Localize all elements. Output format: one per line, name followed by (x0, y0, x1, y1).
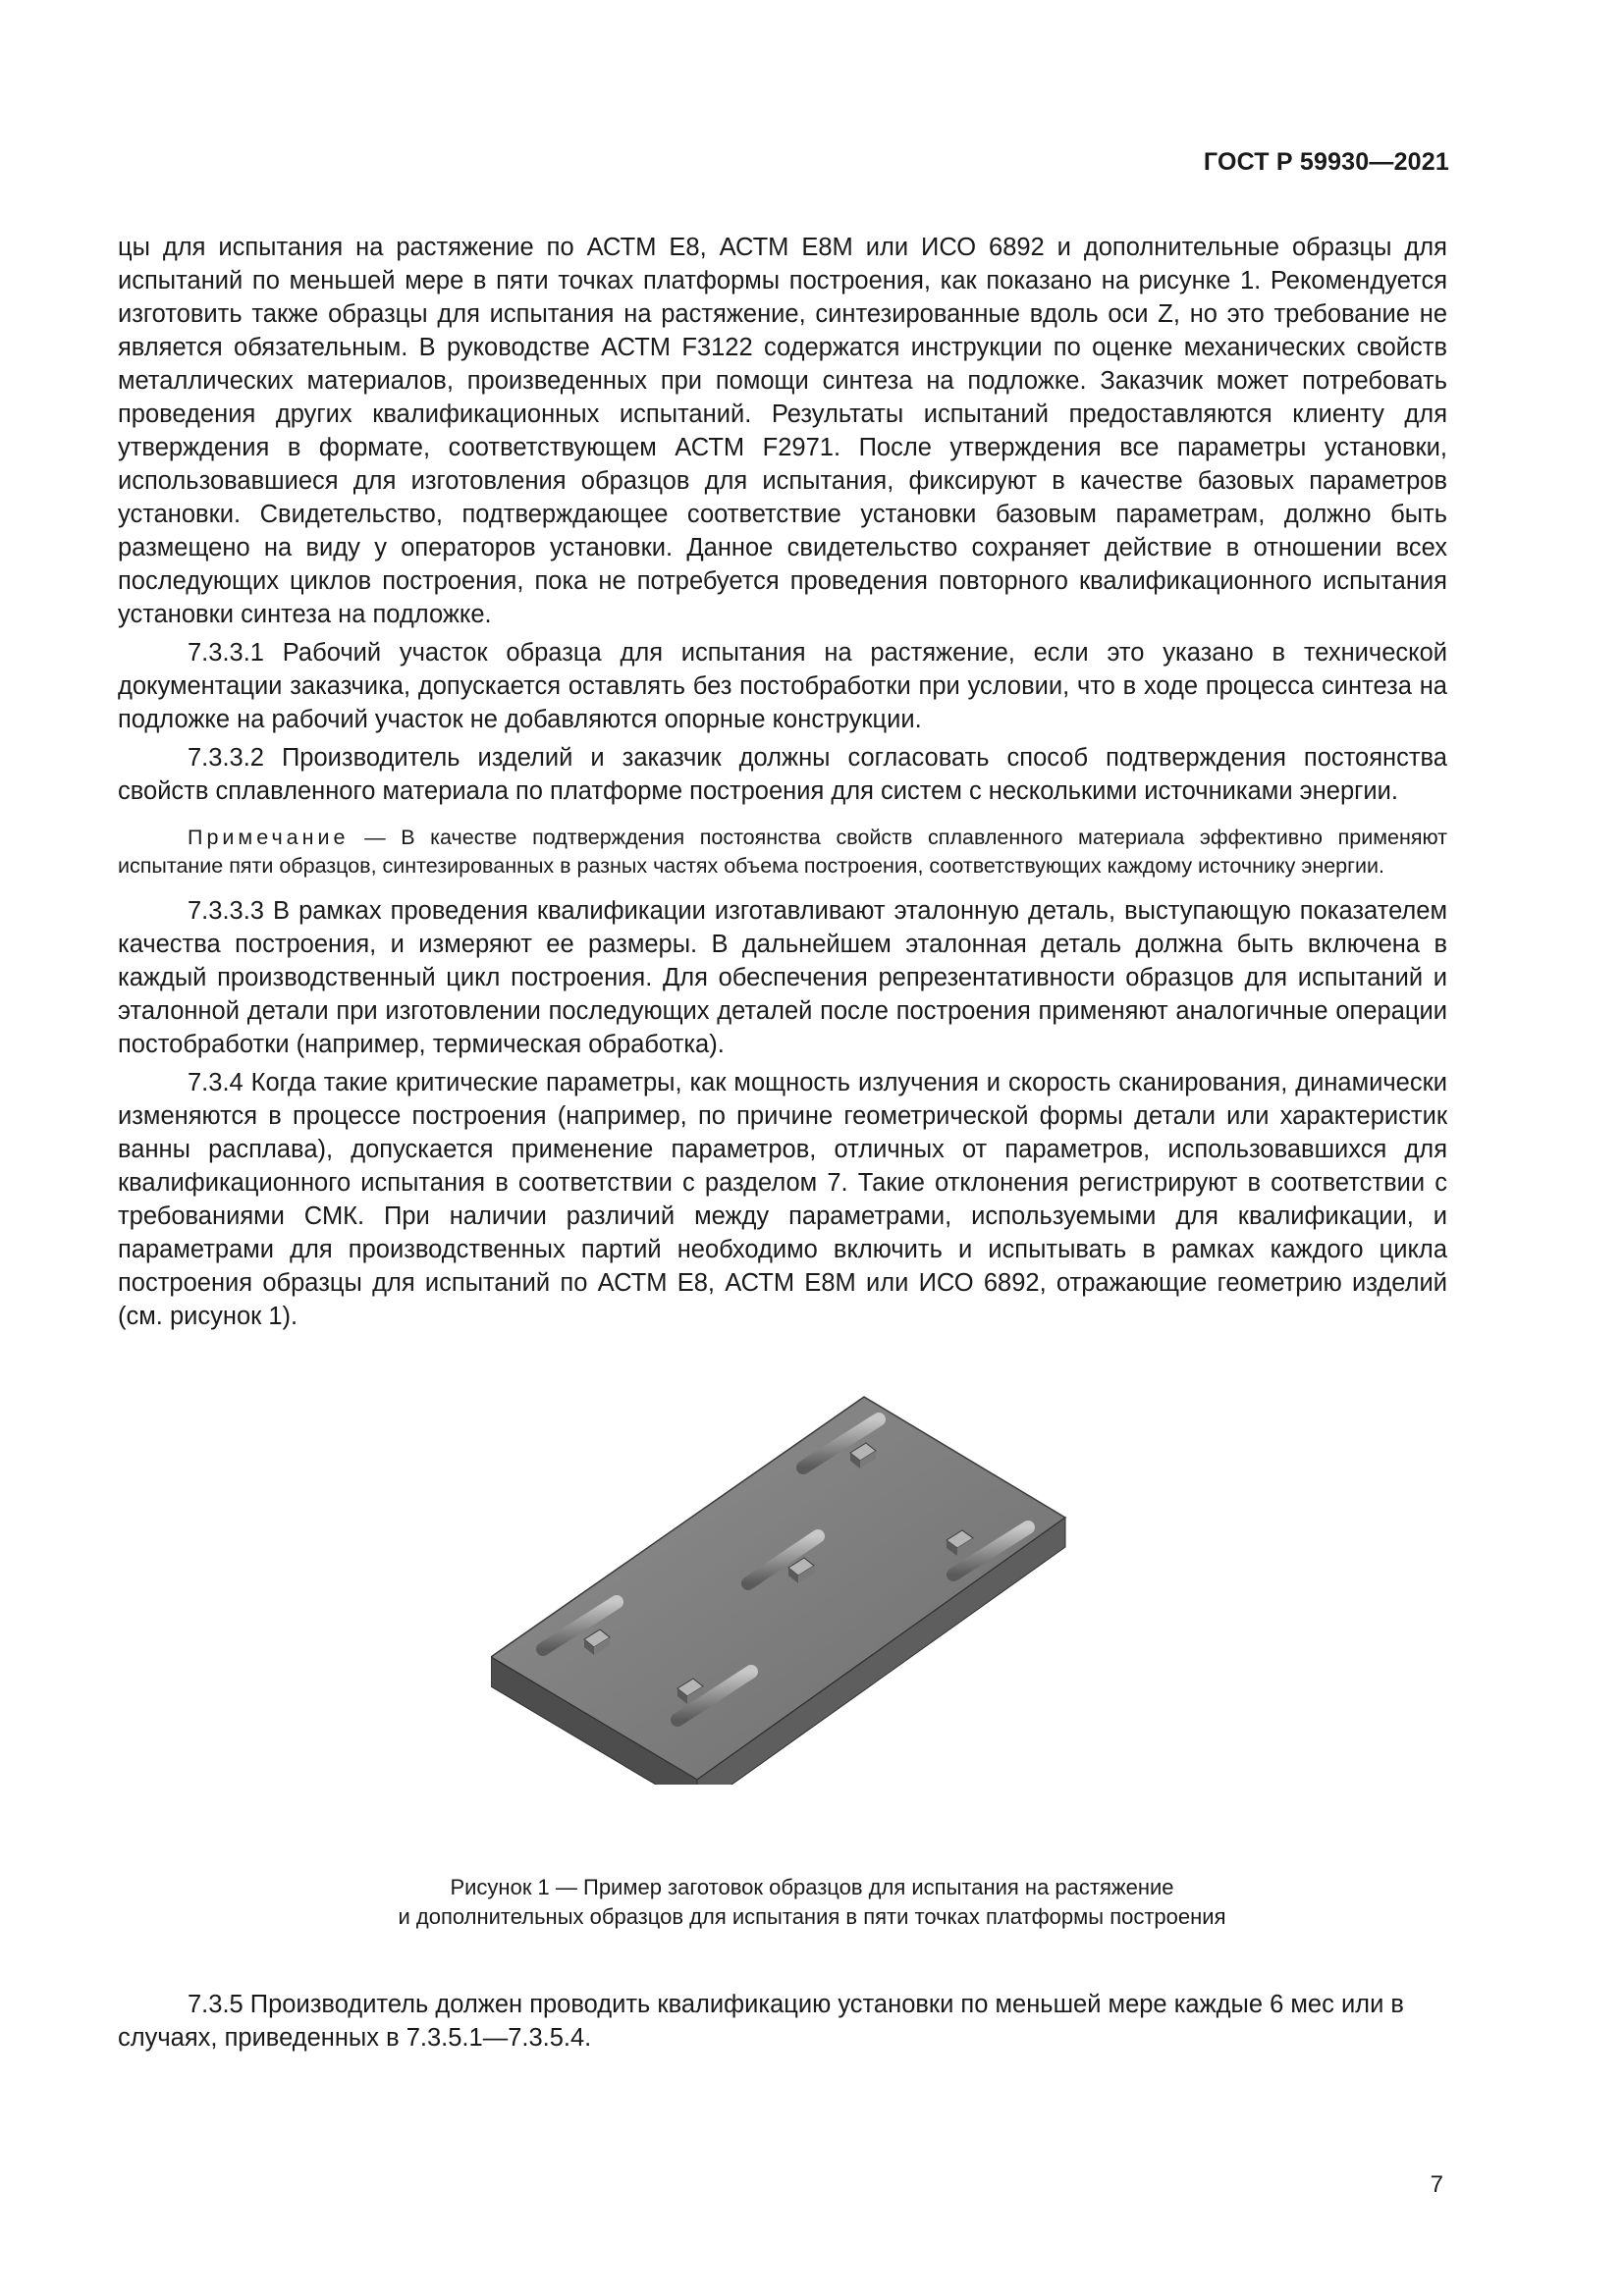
caption-line-1: Рисунок 1 — Пример заготовок образцов для испытания на растяжение (450, 1875, 1174, 1899)
paragraph-7-3-5: 7.3.5 Производитель должен проводить квалификацию установки по меньшей мере каждые 6 мес или в случаях, приведенных в 7.3.5.1—7.3.5.4. (118, 1991, 1404, 2052)
closing-text (118, 1988, 1447, 2055)
note-label: Примечание (188, 826, 350, 849)
page-number: 7 (1430, 2171, 1443, 2198)
paragraph-continuation: цы для испытания на растяжение по АСТМ Е8, АСТМ Е8М или ИСО 6892 и дополнительные образцы для испытаний по меньшей мере в пяти точках платформы построения, как показано на рисунке 1. Рекомендуется изготовить также образцы для испытания на растяжение, синтезированные вдоль оси Z, но это требование не является обязательным. В руководстве АСТМ F3122 содержатся инструкции по оценке механических свойств металлических материалов, произведенных при помощи синтеза на подложке. Заказчик может потребовать проведения других квалификационных испытаний. Результаты испытаний предоставляются клиенту для утверждения в формате, соответствующем АСТМ F2971. После утверждения все параметры установки, использовавшиеся для изготовления образцов для испытания, фиксируют в качестве базовых параметров установки. Свидетельство, подтверждающее соответствие установки базовым параметрам, должно быть размещено на виду у операторов установки. Данное свидетельство сохраняет действие в отношении всех последующих циклов построения, пока не потребуется проведения повторного квалификационного испытания установки синтеза на подложке. (118, 234, 1447, 628)
paragraph-7-3-3-2: 7.3.3.2 Производитель изделий и заказчик должны согласовать способ подтверждения постоянства свойств сплавленного материала по платформе построения для систем с несколькими источниками энергии. (118, 744, 1447, 805)
note-text: — В качестве подтверждения постоянства свойств сплавленного материала эффективно применяют испытание пяти образцов, синтезированных в разных частях объема построения, соответствующих каждому источнику энергии. (118, 826, 1447, 878)
caption-line-2: и дополнительных образцов для испытания в пяти точках платформы построения (398, 1904, 1226, 1929)
build-platform-figure (491, 1392, 1080, 1785)
paragraph-7-3-3-3: 7.3.3.3 В рамках проведения квалификации изготавливают эталонную деталь, выступающую показателем качества построения, и измеряют ее размеры. В дальнейшем эталонная деталь должна быть включена в каждый производственный цикл построения. Для обеспечения репрезентативности образцов для испытаний и эталонной детали при изготовлении последующих деталей после построения применяют аналогичные операции постобработки (например, термическая обработка). (118, 897, 1447, 1058)
figure-caption (0, 1873, 1624, 1932)
document-header: ГОСТ Р 59930—2021 (1203, 148, 1449, 176)
paragraph-7-3-3-1: 7.3.3.1 Рабочий участок образца для испытания на растяжение, если это указано в технической документации заказчика, допускается оставлять без постобработки при условии, что в ходе процесса синтеза на подложке на рабочий участок не добавляются опорные конструкции. (118, 639, 1447, 733)
note (118, 824, 1447, 881)
main-text (118, 231, 1447, 1333)
paragraph-7-3-4: 7.3.4 Когда такие критические параметры, как мощность излучения и скорость сканирования, динамически изменяются в процессе построения (например, по причине геометрической формы детали или характеристик ванны расплава), допускается применение параметров, отличных от параметров, использовавшихся для квалификационного испытания в соответствии с разделом 7. Такие отклонения регистрируют в соответствии с требованиями СМК. При наличии различий между параметрами, используемыми для квалификации, и параметрами для производственных партий необходимо включить и испытывать в рамках каждого цикла построения образцы для испытаний по АСТМ Е8, АСТМ Е8М или ИСО 6892, отражающие геометрию изделий (см. рисунок 1). (118, 1069, 1447, 1330)
